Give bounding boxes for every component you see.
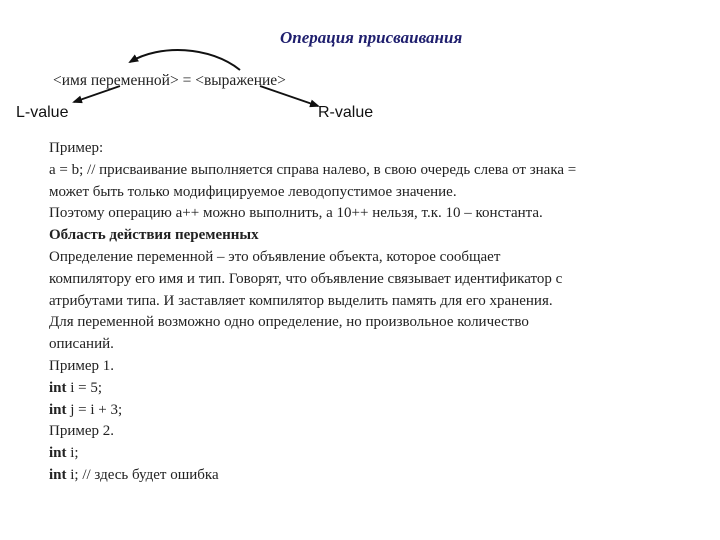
body-line: Пример 1. — [49, 357, 115, 374]
body-line: Пример 2. — [49, 423, 115, 440]
keyword-int: int — [49, 379, 67, 396]
body-line — [49, 400, 689, 422]
body-line: может быть только модифицируемое леводопустимое значение. — [49, 183, 457, 200]
assignment-syntax: <имя переменной> = <выражение> — [53, 72, 286, 89]
body-line: Для переменной возможно одно определение, но произвольное количество — [49, 314, 529, 331]
keyword-int: int — [49, 445, 67, 462]
body-line: Определение переменной – это объявление объекта, которое сообщает — [49, 248, 501, 265]
section-heading: Область действия переменных — [49, 227, 259, 244]
body-line: описаний. — [49, 336, 114, 353]
body-line — [49, 443, 689, 465]
body-line: Поэтому операцию a++ можно выполнить, а 10++ нельзя, т.к. 10 – константа. — [49, 205, 543, 222]
body-line: атрибутами типа. И заставляет компилятор выделить память для его хранения. — [49, 292, 553, 309]
code-rest: j = i + 3; — [66, 401, 123, 418]
code-rest: i; — [66, 445, 79, 462]
body-line: Пример: — [49, 140, 104, 156]
l-value-label: L-value — [16, 104, 69, 121]
keyword-int: int — [49, 401, 67, 418]
slide-title: Операция присваивания — [280, 28, 463, 47]
assignment-curve-arrow — [130, 50, 240, 70]
body-line: компилятору его имя и тип. Говорят, что объявление связывает идентификатор с — [49, 270, 563, 287]
body-line: a = b; // присваивание выполняется справа налево, в свою очередь слева от знака = — [49, 161, 577, 178]
code-rest: i; // здесь будет ошибка — [66, 466, 219, 483]
r-value-label: R-value — [318, 104, 374, 121]
body-line — [49, 378, 689, 400]
code-rest: i = 5; — [66, 379, 103, 396]
keyword-int: int — [49, 466, 67, 483]
slide-body — [49, 138, 689, 487]
body-line — [49, 465, 689, 487]
